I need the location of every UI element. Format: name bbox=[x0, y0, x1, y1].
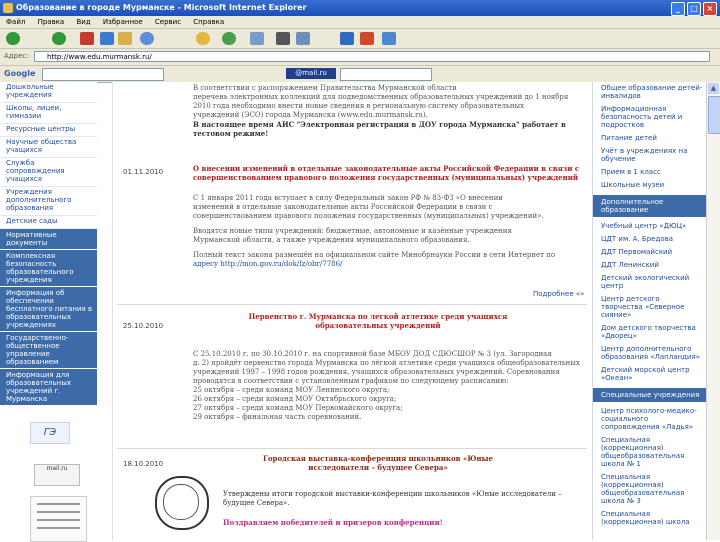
sidebar-link-preschool[interactable]: Дошкольные учреждения bbox=[0, 82, 97, 103]
menu-tools[interactable]: Сервис bbox=[154, 18, 182, 26]
mailru-counter-logo[interactable]: mail.ru bbox=[34, 464, 80, 486]
news-line: Полный текст закона размещён на официальном сайте Минобрнауки России в сети Интернет по bbox=[193, 251, 556, 259]
intro-line: В настоящее время АИС "Электронная регистрация в ДОУ города Мурманска" работает в bbox=[193, 120, 566, 129]
toolbar-extra-icon[interactable] bbox=[382, 32, 396, 45]
city-emblem-icon bbox=[155, 476, 209, 530]
right-section-header: Специальные учреждения bbox=[593, 388, 707, 402]
sidebar-link-extra-education[interactable]: Учреждения дополнительного образования bbox=[0, 187, 97, 216]
window-titlebar bbox=[0, 0, 720, 16]
news-line: 29 октября – финальная часть соревнований. bbox=[193, 413, 362, 421]
news-line: 25 октября – среди команд МОУ Ленинского округа; bbox=[193, 386, 390, 394]
address-bar bbox=[0, 49, 720, 66]
news-date: 25.10.2010 bbox=[123, 322, 164, 330]
messenger-icon[interactable] bbox=[340, 32, 354, 45]
right-link[interactable]: Детский морской центр «Океан» bbox=[601, 366, 690, 382]
form-line bbox=[37, 511, 80, 513]
mailru-button[interactable]: @mail.ru bbox=[286, 68, 336, 79]
news-line: Утверждены итоги городской выставки-конференции школьников «Юные исследователи – bbox=[223, 490, 562, 498]
right-section-header: Дополнительное образование bbox=[593, 195, 707, 217]
news-body bbox=[223, 490, 588, 508]
sidebar-box-meals[interactable]: Информация об обеспечении бесплатного питания в образовательных учреждениях bbox=[0, 287, 97, 332]
menu-favorites[interactable]: Избранное bbox=[102, 18, 143, 26]
right-link[interactable]: Учёт в учреждениях на обучение bbox=[601, 147, 688, 163]
right-link[interactable]: Специальная (коррекционная) общеобразовательная школа № 1 bbox=[601, 436, 685, 468]
sidebar-link-schools[interactable]: Школы, лицеи, гимназии bbox=[0, 103, 97, 124]
news-line: Вводятся новые типы учреждений: бюджетные, автономные и казённые учреждения bbox=[193, 227, 512, 235]
forward-icon[interactable] bbox=[52, 32, 66, 45]
intro-line: В соответствии с распоряжением Правительства Мурманской области bbox=[193, 84, 457, 92]
right-link[interactable]: Центр психолого-медико-социального сопровождения «Ладья» bbox=[601, 407, 697, 431]
intro-line: тестовом режиме! bbox=[193, 129, 269, 138]
sidebar-box-security[interactable]: Комплексная безопасность образовательного учреждения bbox=[0, 250, 97, 287]
news-line: Мурманской области, а также учреждения муниципального образования. bbox=[193, 236, 470, 244]
form-line bbox=[37, 519, 80, 521]
main-content bbox=[112, 82, 593, 540]
news-line: будущее Севера». bbox=[223, 499, 290, 507]
intro-line: перечень электронных коллекций для подведомственных образовательных учреждений до 1 ноября bbox=[193, 93, 569, 101]
mailru-search-input[interactable] bbox=[340, 68, 432, 81]
menu-file[interactable]: Файл bbox=[6, 18, 26, 26]
news-line: д. 2) пройдёт первенство города Мурманска по лёгкой атлетике среди учащихся общеобразовательных bbox=[193, 359, 580, 367]
news-line: учреждений 1997 – 1998 годов рождения, учащихся образовательных учреждений. Соревнования bbox=[193, 368, 560, 376]
history-icon[interactable] bbox=[222, 32, 236, 45]
right-link[interactable]: ЦДТ им. А. Бредова bbox=[601, 235, 674, 243]
close-button[interactable]: × bbox=[703, 2, 717, 16]
google-logo: Google bbox=[4, 69, 36, 78]
ge-logo[interactable]: ГЭ bbox=[30, 422, 70, 444]
news-body bbox=[193, 350, 588, 422]
news-headline[interactable]: О внесении изменений в отдельные законодательные акты Российской Федерации в связи с совершенствованием правового положения государственных (муниципальных) учреждений bbox=[193, 164, 580, 182]
stop-icon[interactable] bbox=[80, 32, 94, 45]
right-link[interactable]: Учебный центр «ДЮЦ» bbox=[601, 222, 687, 230]
home-icon[interactable] bbox=[118, 32, 132, 45]
news-line: совершенствованием правового положения государственных (муниципальных) учреждений». bbox=[193, 212, 544, 220]
news-line[interactable]: адресу http://mon.gov.ru/dok/fz/obr/7786/ bbox=[193, 260, 343, 268]
scroll-thumb[interactable] bbox=[708, 96, 720, 134]
minimize-button[interactable]: _ bbox=[671, 2, 685, 16]
maximize-button[interactable]: □ bbox=[687, 2, 701, 16]
sidebar-box-management[interactable]: Государственно-общественное управление образованием bbox=[0, 332, 97, 369]
news-divider bbox=[117, 448, 587, 449]
news-line: С 1 января 2011 года вступает в силу Федеральный закон РФ № 83-ФЗ «О внесении bbox=[193, 194, 503, 202]
sidebar-link-kindergartens[interactable]: Детские сады bbox=[0, 216, 97, 229]
sidebar-box-info[interactable]: Информация для образовательных учреждений г. Мурманска bbox=[0, 369, 97, 406]
research-icon[interactable] bbox=[360, 32, 374, 45]
menu-view[interactable]: Вид bbox=[76, 18, 91, 26]
back-icon[interactable] bbox=[6, 32, 20, 45]
right-link[interactable]: Центр детского творчества «Северное сияние» bbox=[601, 295, 685, 319]
mail-icon[interactable] bbox=[250, 32, 264, 45]
refresh-icon[interactable] bbox=[100, 32, 114, 45]
menu-edit[interactable]: Правка bbox=[37, 18, 65, 26]
right-link[interactable]: Дом детского творчества «Дворец» bbox=[601, 324, 696, 340]
news-line: изменений в отдельные законодательные акты Российской Федерации в связи с bbox=[193, 203, 493, 211]
google-search-input[interactable] bbox=[42, 68, 164, 81]
news-headline[interactable]: Первенство г. Мурманска по легкой атлетике среди учащихся образовательных учреждений bbox=[248, 312, 508, 330]
intro-text bbox=[193, 84, 588, 138]
news-headline[interactable]: Городская выставка-конференция школьников «Юные исследователи – будущее Севера» bbox=[263, 454, 493, 472]
right-link[interactable]: Специальная (коррекционная) школа bbox=[601, 510, 690, 526]
address-input[interactable]: http://www.edu.murmansk.ru/ bbox=[34, 51, 710, 62]
form-line bbox=[37, 503, 80, 505]
right-link[interactable]: Прием в 1 класс bbox=[601, 168, 661, 176]
right-link[interactable]: Школьные музеи bbox=[601, 181, 665, 189]
right-link[interactable]: Информационная безопасность детей и подростков bbox=[601, 105, 683, 129]
ie-icon bbox=[3, 3, 13, 13]
news-line: 26 октября – среди команд МОУ Октябрьского округа; bbox=[193, 395, 397, 403]
sidebar-link-support-service[interactable]: Служба сопровождения учащихся bbox=[0, 158, 97, 187]
more-link[interactable]: Подробнее »» bbox=[533, 290, 585, 298]
sidebar-box-normative[interactable]: Нормативные документы bbox=[0, 229, 97, 250]
google-toolbar bbox=[0, 66, 720, 83]
right-sidebar bbox=[592, 82, 707, 540]
intro-line: учреждений (ЭСО) города Мурманска (www.edu.murmansk.ru). bbox=[193, 111, 428, 119]
right-link[interactable]: Специальная (коррекционная) общеобразовательная школа № 3 bbox=[601, 473, 685, 505]
sidebar-form bbox=[30, 496, 87, 542]
right-link[interactable]: Детский экологический центр bbox=[601, 274, 690, 290]
news-line: 27 октября – среди команд МОУ Первомайского округа; bbox=[193, 404, 403, 412]
favorites-icon[interactable] bbox=[196, 32, 210, 45]
menu-help[interactable]: Справка bbox=[193, 18, 225, 26]
window-title: Образование в городе Мурманске - Microsoft Internet Explorer bbox=[16, 3, 307, 12]
right-link[interactable]: ДДТ Ленинский bbox=[601, 261, 659, 269]
news-footer: Поздравляем победителей и призеров конференции! bbox=[223, 518, 443, 527]
right-link[interactable]: Общее образование детей-инвалидов bbox=[601, 84, 703, 100]
address-label: Адрес: bbox=[4, 52, 29, 60]
news-date: 01.11.2010 bbox=[123, 168, 164, 176]
news-body bbox=[193, 194, 588, 269]
right-link[interactable]: Центр дополнительного образования «Лапландия» bbox=[601, 345, 700, 361]
edit-icon[interactable] bbox=[296, 32, 310, 45]
sidebar-link-science-societies[interactable]: Научные общества учащихся bbox=[0, 137, 97, 158]
form-line bbox=[37, 527, 80, 529]
menu-bar bbox=[0, 16, 720, 29]
print-icon[interactable] bbox=[276, 32, 290, 45]
toolbar bbox=[0, 29, 720, 49]
intro-line: 2010 года необходимо внести новые сведения в региональную систему образовательных bbox=[193, 102, 525, 110]
vertical-scrollbar[interactable] bbox=[706, 82, 720, 540]
emblem-inner bbox=[163, 484, 199, 520]
news-divider bbox=[117, 304, 587, 305]
right-link[interactable]: ДДТ Первомайский bbox=[601, 248, 673, 256]
news-line: проводятся в соответствии с установленным графиком по следующему расписанию: bbox=[193, 377, 509, 385]
scroll-up-arrow-icon[interactable]: ▲ bbox=[708, 83, 719, 94]
search-icon[interactable] bbox=[140, 32, 154, 45]
news-date: 18.10.2010 bbox=[123, 460, 164, 468]
window-controls bbox=[671, 2, 717, 16]
news-line: С 25.10.2010 г. по 30.10.2010 г. на спортивной базе МБОУ ДОД СДЮСШОР № 3 (ул. Загородная bbox=[193, 350, 552, 358]
sidebar-link-resource-centers[interactable]: Ресурсные центры bbox=[0, 124, 97, 137]
right-link[interactable]: Питание детей bbox=[601, 134, 657, 142]
